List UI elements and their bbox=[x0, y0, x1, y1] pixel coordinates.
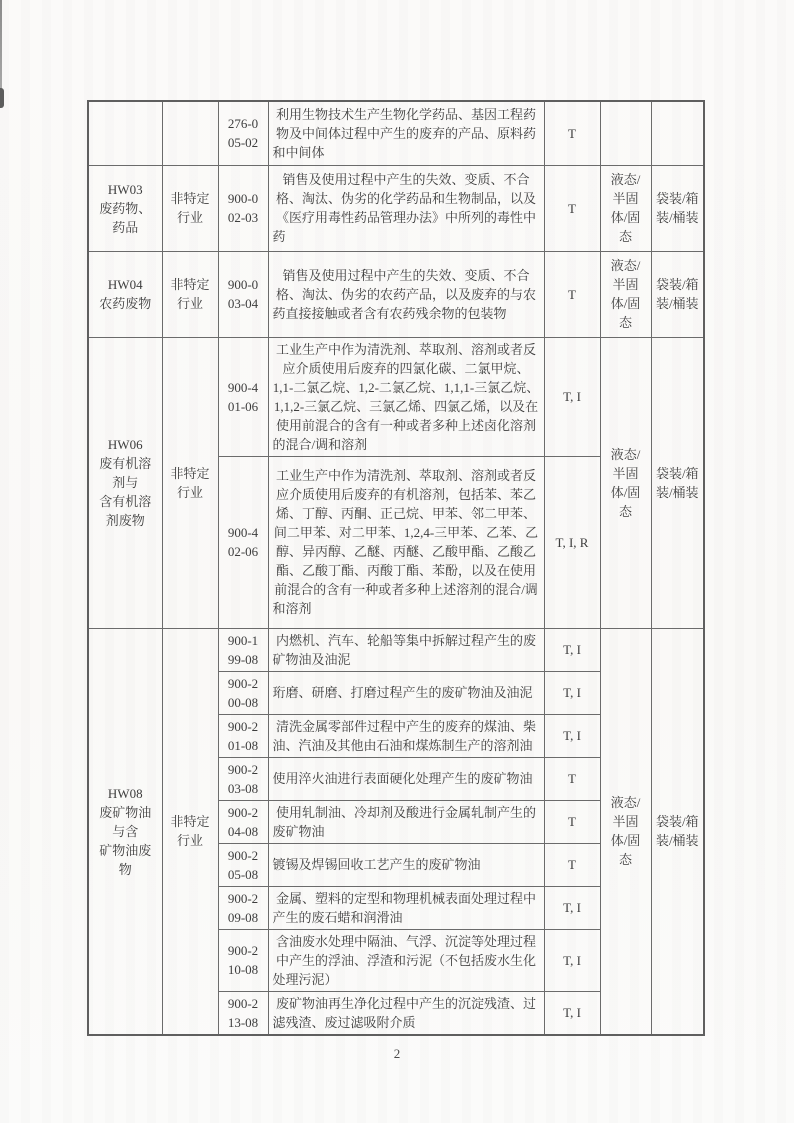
waste-code-line2: 02-06 bbox=[227, 544, 259, 559]
waste-code-line2: 09-08 bbox=[227, 909, 259, 925]
waste-code-line1: 900-0 bbox=[227, 277, 259, 292]
waste-code-line1: 900-2 bbox=[227, 995, 259, 1011]
waste-code-cell bbox=[218, 886, 268, 929]
waste-code-cell bbox=[218, 991, 268, 1035]
physical-state-cell: 液态/半固体/固态 bbox=[600, 337, 651, 628]
category-cell bbox=[88, 337, 162, 628]
waste-code-line2: 02-03 bbox=[227, 210, 259, 225]
description-cell: 销售及使用过程中产生的失效、变质、不合格、淘汰、伪劣的农药产品，以及废弃的与农药直接接触或者含有农药残余物的包装物 bbox=[268, 251, 544, 337]
waste-code-line1: 900-2 bbox=[227, 761, 259, 777]
waste-code-cell bbox=[218, 456, 268, 628]
hazard-property-cell: T, I bbox=[544, 714, 600, 757]
hazard-property-cell: T bbox=[544, 800, 600, 843]
description-cell: 含油废水处理中隔油、气浮、沉淀等处理过程中产生的浮油、浮渣和污泥（不包括废水生化处理污泥） bbox=[268, 929, 544, 991]
industry-cell bbox=[162, 101, 218, 165]
description-cell: 使用淬火油进行表面硬化处理产生的废矿物油 bbox=[268, 757, 544, 800]
physical-state-cell: 液态/半固体/固态 bbox=[600, 251, 651, 337]
table-row bbox=[88, 101, 704, 165]
category-name-line: 矿物油废物 bbox=[99, 842, 152, 877]
description-cell: 内燃机、汽车、轮船等集中拆解过程产生的废矿物油及油泥 bbox=[268, 628, 544, 671]
description-cell: 金属、塑料的定型和物理机械表面处理过程中产生的废石蜡和润滑油 bbox=[268, 886, 544, 929]
industry-cell: 非特定行业 bbox=[162, 165, 218, 251]
category-cell bbox=[88, 165, 162, 251]
hazard-property-cell: T bbox=[544, 101, 600, 165]
waste-code-line1: 900-4 bbox=[227, 525, 259, 540]
description-cell: 清洗金属零部件过程中产生的废弃的煤油、柴油、汽油及其他由石油和煤炼制生产的溶剂油 bbox=[268, 714, 544, 757]
packaging-cell bbox=[651, 101, 704, 165]
physical-state-cell bbox=[600, 101, 651, 165]
waste-code-line1: 900-2 bbox=[227, 718, 259, 734]
waste-code-cell bbox=[218, 165, 268, 251]
table-row bbox=[88, 165, 704, 251]
waste-code-line2: 03-08 bbox=[227, 780, 259, 796]
description-cell: 镀锡及焊锡回收工艺产生的废矿物油 bbox=[268, 843, 544, 886]
waste-code-cell bbox=[218, 843, 268, 886]
waste-code-line2: 05-08 bbox=[227, 866, 259, 882]
description-cell: 废矿物油再生净化过程中产生的沉淀残渣、过滤残渣、废过滤吸附介质 bbox=[268, 991, 544, 1035]
description-cell: 使用轧制油、冷却剂及酸进行金属轧制产生的废矿物油 bbox=[268, 800, 544, 843]
category-code: HW08 bbox=[107, 785, 143, 801]
hazard-property-cell: T, I bbox=[544, 929, 600, 991]
waste-code-cell bbox=[218, 714, 268, 757]
category-name-line: 含有机溶剂废物 bbox=[99, 494, 152, 528]
hazard-property-cell: T, I, R bbox=[544, 456, 600, 628]
waste-code-line2: 05-02 bbox=[227, 135, 259, 151]
waste-code-line2: 13-08 bbox=[227, 1014, 259, 1030]
waste-code-line1: 900-2 bbox=[227, 804, 259, 820]
waste-code-line2: 99-08 bbox=[227, 651, 259, 667]
waste-code-line2: 03-04 bbox=[227, 296, 259, 311]
category-name-line: 废药物、药品 bbox=[99, 200, 152, 235]
industry-cell: 非特定行业 bbox=[162, 628, 218, 1035]
waste-code-cell bbox=[218, 628, 268, 671]
category-code: HW03 bbox=[107, 181, 143, 197]
category-cell bbox=[88, 251, 162, 337]
physical-state-cell: 液态/半固体/固态 bbox=[600, 165, 651, 251]
waste-code-line1: 900-2 bbox=[227, 847, 259, 863]
hazard-property-cell: T bbox=[544, 251, 600, 337]
waste-code-cell bbox=[218, 101, 268, 165]
waste-code-cell bbox=[218, 929, 268, 991]
packaging-cell: 袋装/箱装/桶装 bbox=[651, 337, 704, 628]
waste-code-line1: 900-2 bbox=[227, 675, 259, 691]
table-row bbox=[88, 337, 704, 456]
packaging-cell: 袋装/箱装/桶装 bbox=[651, 251, 704, 337]
waste-code-line2: 00-08 bbox=[227, 694, 259, 710]
hazard-property-cell: T bbox=[544, 165, 600, 251]
hazard-property-cell: T, I bbox=[544, 991, 600, 1035]
category-name-line: 废矿物油与含 bbox=[99, 804, 152, 839]
waste-code-cell bbox=[218, 337, 268, 456]
waste-code-line2: 04-08 bbox=[227, 823, 259, 839]
category-name-line: 农药废物 bbox=[99, 296, 152, 311]
page-number: 2 bbox=[393, 1046, 401, 1061]
waste-code-line1: 900-1 bbox=[227, 632, 259, 648]
description-cell: 工业生产中作为清洗剂、萃取剂、溶剂或者反应介质使用后废弃的四氯化碳、二氯甲烷、1,1-二氯乙烷、1,2-二氯乙烷、1,1,1-三氯乙烷、1,1,2-三氯乙烷、三氯乙烯、四氯乙烯，以及在使用前混合的含有一种或者多种上述卤化溶剂的混合/调和溶剂 bbox=[268, 337, 544, 456]
hazard-property-cell: T, I bbox=[544, 886, 600, 929]
waste-code-cell bbox=[218, 800, 268, 843]
category-cell bbox=[88, 101, 162, 165]
waste-code-line1: 900-2 bbox=[227, 890, 259, 906]
waste-code-line2: 10-08 bbox=[227, 962, 259, 977]
hazardous-waste-table bbox=[87, 100, 705, 1036]
waste-code-line1: 900-0 bbox=[227, 191, 259, 206]
table-row bbox=[88, 251, 704, 337]
description-cell: 利用生物技术生产生物化学药品、基因工程药物及中间体过程中产生的废弃的产品、原料药和中间体 bbox=[268, 101, 544, 165]
hazard-property-cell: T, I bbox=[544, 671, 600, 714]
waste-code-line1: 900-2 bbox=[227, 943, 259, 958]
category-code: HW04 bbox=[107, 277, 143, 292]
packaging-cell: 袋装/箱装/桶装 bbox=[651, 165, 704, 251]
category-code: HW06 bbox=[107, 437, 143, 452]
waste-code-line1: 900-4 bbox=[227, 379, 259, 395]
hazard-property-cell: T, I bbox=[544, 628, 600, 671]
waste-code-cell bbox=[218, 251, 268, 337]
hazard-property-cell: T bbox=[544, 843, 600, 886]
packaging-cell: 袋装/箱装/桶装 bbox=[651, 628, 704, 1035]
waste-code-cell bbox=[218, 757, 268, 800]
industry-cell: 非特定行业 bbox=[162, 251, 218, 337]
description-cell: 珩磨、研磨、打磨过程产生的废矿物油及油泥 bbox=[268, 671, 544, 714]
physical-state-cell: 液态/半固体/固态 bbox=[600, 628, 651, 1035]
waste-code-line2: 01-06 bbox=[227, 398, 259, 414]
scan-blob-artifact bbox=[0, 88, 4, 108]
table-row bbox=[88, 628, 704, 671]
hazard-property-cell: T bbox=[544, 757, 600, 800]
category-name-line: 废有机溶剂与 bbox=[99, 456, 152, 490]
category-cell bbox=[88, 628, 162, 1035]
hazard-property-cell: T, I bbox=[544, 337, 600, 456]
industry-cell: 非特定行业 bbox=[162, 337, 218, 628]
waste-code-cell bbox=[218, 671, 268, 714]
description-cell: 工业生产中作为清洗剂、萃取剂、溶剂或者反应介质使用后废弃的有机溶剂，包括苯、苯乙烯、丁醇、丙酮、正己烷、甲苯、邻二甲苯、间二甲苯、对二甲苯、1,2,4-三甲苯、乙苯、乙醇、异丙醇、乙醚、丙醚、乙酸甲酯、乙酸乙酯、乙酸丁酯、丙酸丁酯、苯酚，以及在使用前混合的含有一种或者多种上述溶剂的混合/调和溶剂 bbox=[268, 456, 544, 628]
waste-code-line1: 276-0 bbox=[227, 116, 259, 132]
description-cell: 销售及使用过程中产生的失效、变质、不合格、淘汰、伪劣的化学药品和生物制品，以及《医疗用毒性药品管理办法》中所列的毒性中药 bbox=[268, 165, 544, 251]
waste-code-line2: 01-08 bbox=[227, 737, 259, 753]
scan-edge-artifact bbox=[0, 0, 2, 94]
